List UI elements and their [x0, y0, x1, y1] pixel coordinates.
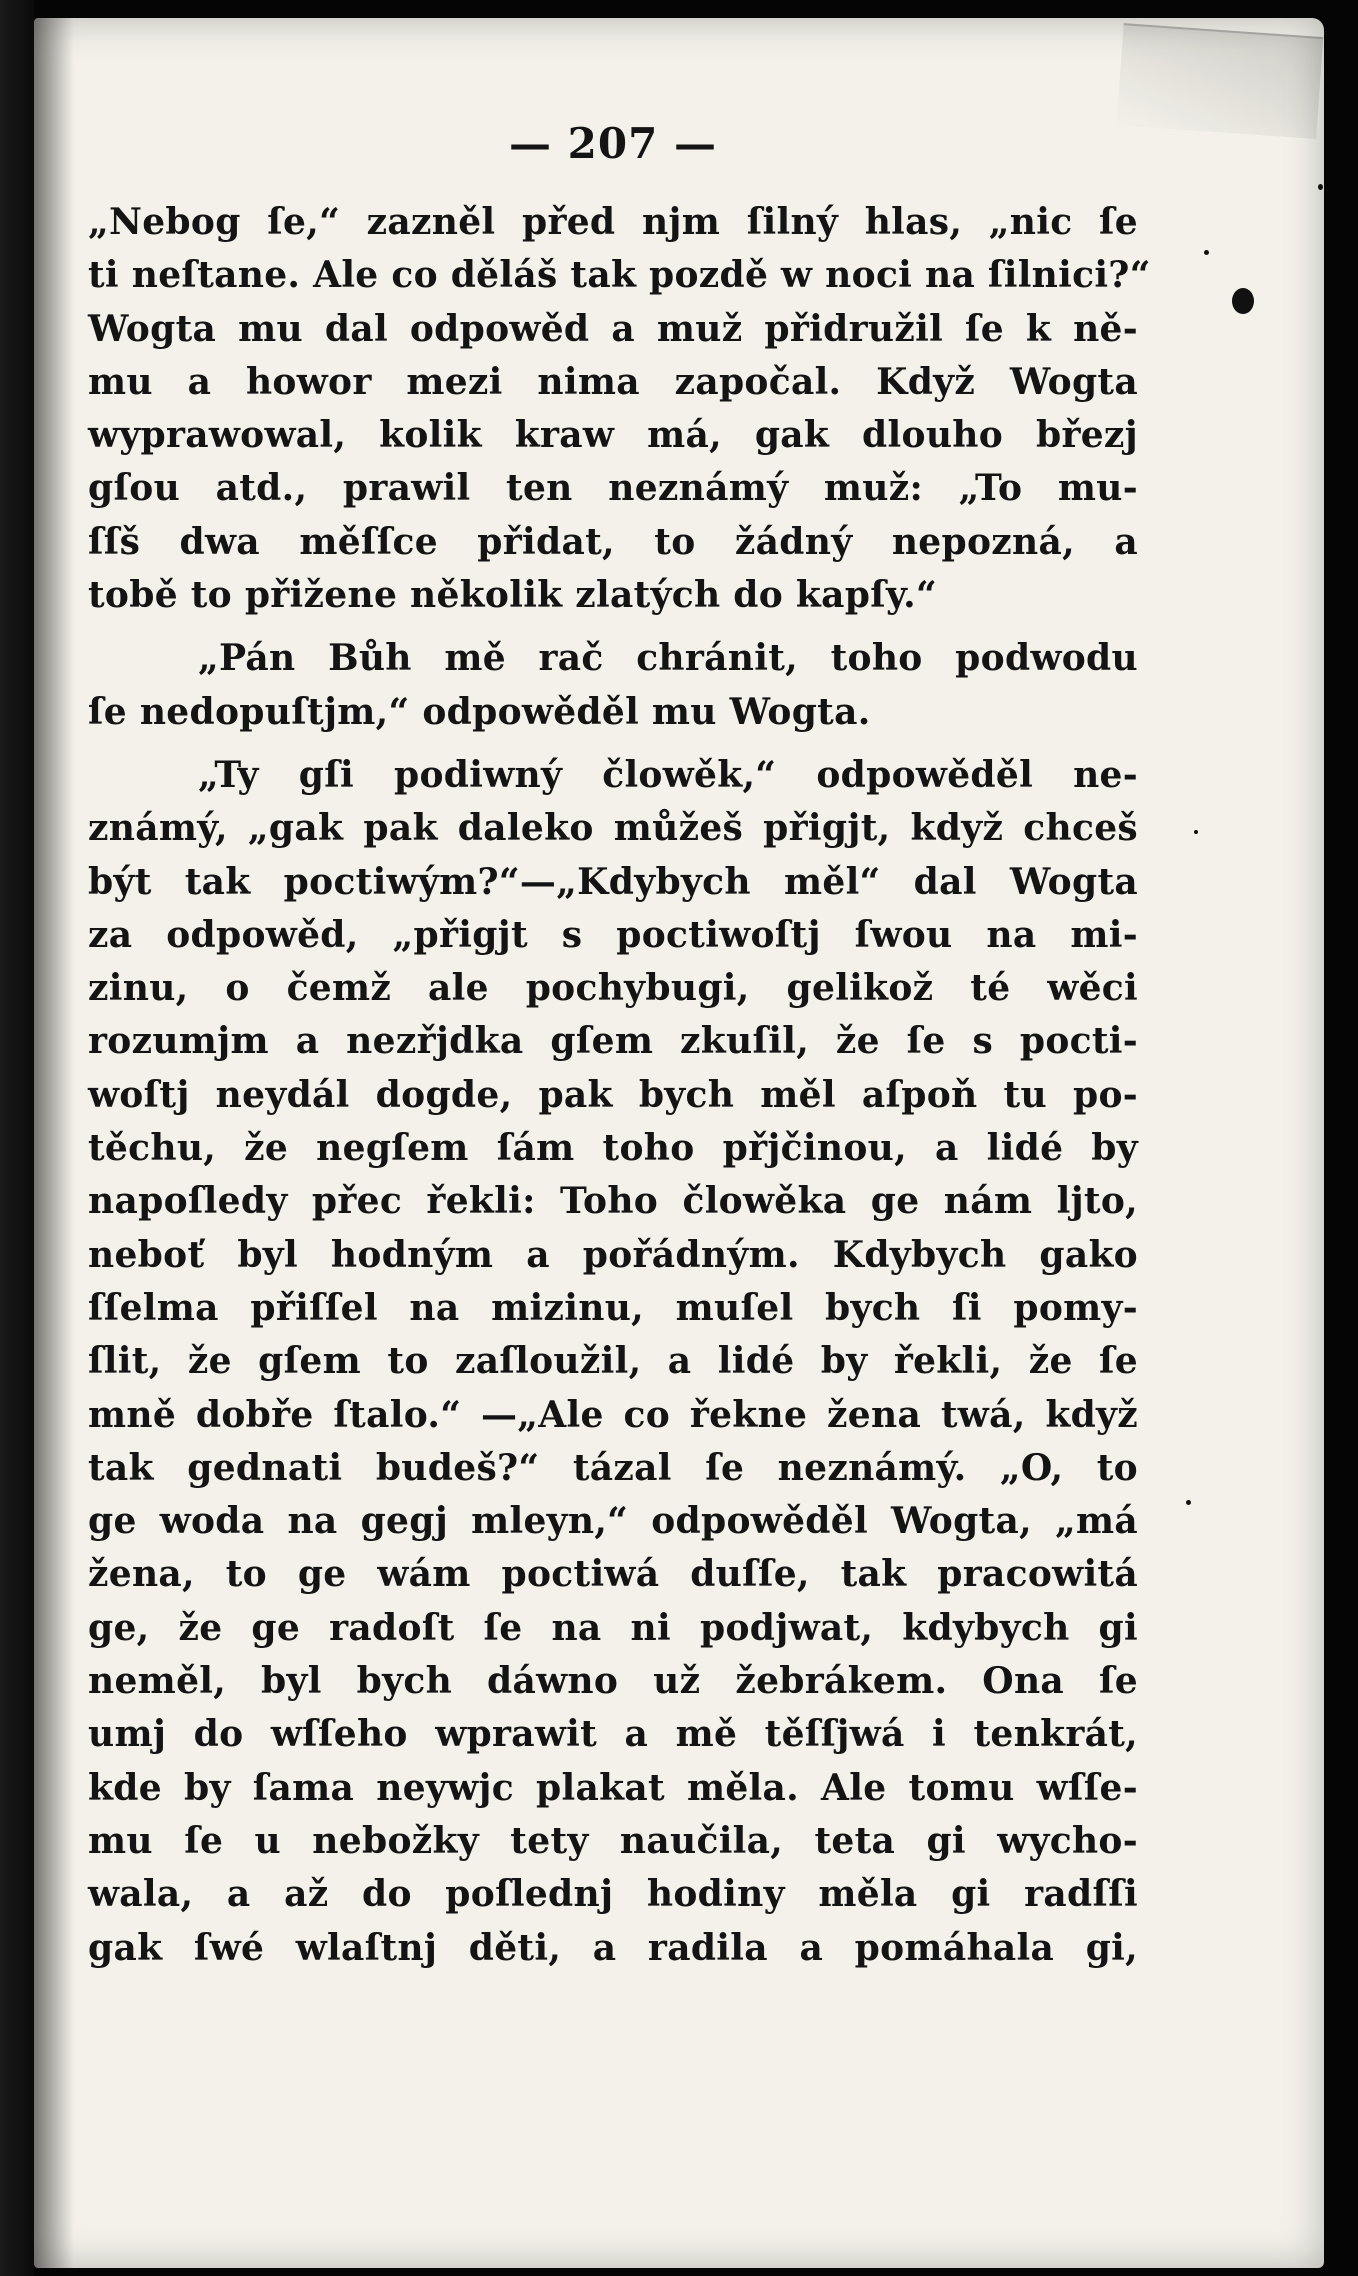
text-line: ge woda na gegj mleyn,“ odpowěděl Wogta, „má	[88, 1500, 1138, 1543]
text-line: žena, to ge wám poctiwá duſſe, tak pracowitá	[88, 1553, 1138, 1596]
text-line: mu a howor mezi nima započal. Když Wogta	[88, 360, 1138, 403]
text-line: ti neſtane. Ale co děláš tak pozdě w noci na ſilnici?“	[88, 254, 1151, 297]
paragraph	[88, 632, 1138, 739]
page-text	[88, 118, 1151, 1985]
text-line: ge, že ge radoſt ſe na ni podjwat, kdybych gi	[88, 1606, 1138, 1649]
spine-shadow	[34, 18, 74, 2268]
page-number: — 207 —	[509, 119, 717, 168]
text-line: napoſledy přec řekli: Toho člowěka ge nám ljto,	[88, 1180, 1138, 1223]
text-line: mně dobře ſtalo.“ —„Ale co řekne žena twá, když	[88, 1393, 1138, 1436]
text-line: ſſelma přiſſel na mizinu, muſel bych ſi pomy-	[88, 1286, 1138, 1329]
text-line: těchu, že negſem ſám toho přjčinou, a lidé by	[88, 1127, 1138, 1170]
text-line: wala, a až do poſlednj hodiny měla gi radſſi	[88, 1873, 1138, 1916]
text-line: „Pán Bůh mě rač chránit, toho podwodu	[198, 637, 1138, 680]
text-line: za odpowěd, „přigjt s poctiwoſtj ſwou na mi-	[88, 913, 1138, 956]
text-line: gſou atd., prawil ten neznámý muž: „To mu-	[88, 467, 1138, 510]
text-line: zinu, o čemž ale pochybugi, gelikož té wěci	[88, 967, 1138, 1010]
text-line: ſlit, že gſem to zaſloužil, a lidé by řekli, že ſe	[88, 1340, 1138, 1383]
text-line: rozumjm a nezřjdka gſem zkuſil, že ſe s pocti-	[88, 1020, 1138, 1063]
ink-speck	[1204, 250, 1209, 255]
text-line: ſſš dwa měſſce přidat, to žádný nepozná, a	[88, 520, 1138, 563]
paragraph	[88, 749, 1138, 1975]
page-corner-fold	[1117, 23, 1324, 139]
text-line: tak gednati budeš?“ tázal ſe neznámý. „O, to	[88, 1446, 1138, 1489]
ink-speck	[1318, 184, 1323, 190]
paragraph	[88, 196, 1151, 622]
text-line: známý, „gak pak daleko můžeš přigjt, když chceš	[88, 807, 1138, 850]
text-line: neměl, byl bych dáwno už žebrákem. Ona ſe	[88, 1660, 1138, 1703]
text-line: mu ſe u nebožky tety naučila, teta gi wycho-	[88, 1819, 1138, 1862]
ink-speck	[1232, 288, 1254, 314]
text-line: kde by ſama neywjc plakat měla. Ale tomu wſſe-	[88, 1766, 1138, 1809]
previous-page-edge	[0, 0, 34, 2276]
text-line: tobě to přižene několik zlatých do kapſy.“	[88, 574, 937, 617]
text-line: wyprawowal, kolik kraw má, gak dlouho březj	[88, 414, 1138, 457]
ink-speck	[1186, 1500, 1191, 1505]
text-line: Wogta mu dal odpowěd a muž přidružil ſe k ně-	[88, 307, 1138, 350]
text-line: „Nebog ſe,“ zazněl před njm ſilný hlas, „nic ſe	[88, 201, 1138, 243]
text-line: ſe nedopuſtjm,“ odpowěděl mu Wogta.	[88, 690, 871, 733]
text-line: neboť byl hodným a pořádným. Kdybych gako	[88, 1233, 1138, 1276]
text-line: „Ty gſi podiwný člowěk,“ odpowěděl ne-	[198, 753, 1138, 796]
text-line: gak ſwé wlaſtnj děti, a radila a pomáhala gi,	[88, 1926, 1138, 1969]
ink-speck	[1194, 830, 1198, 834]
text-line: umj do wſſeho wprawit a mě těſſjwá i tenkrát,	[88, 1713, 1138, 1756]
paragraph-list	[88, 196, 1151, 1975]
text-line: být tak poctiwým?“—„Kdybych měl“ dal Wogta	[88, 860, 1138, 903]
text-line: woſtj neydál dogde, pak bych měl aſpoň tu po-	[88, 1073, 1138, 1116]
